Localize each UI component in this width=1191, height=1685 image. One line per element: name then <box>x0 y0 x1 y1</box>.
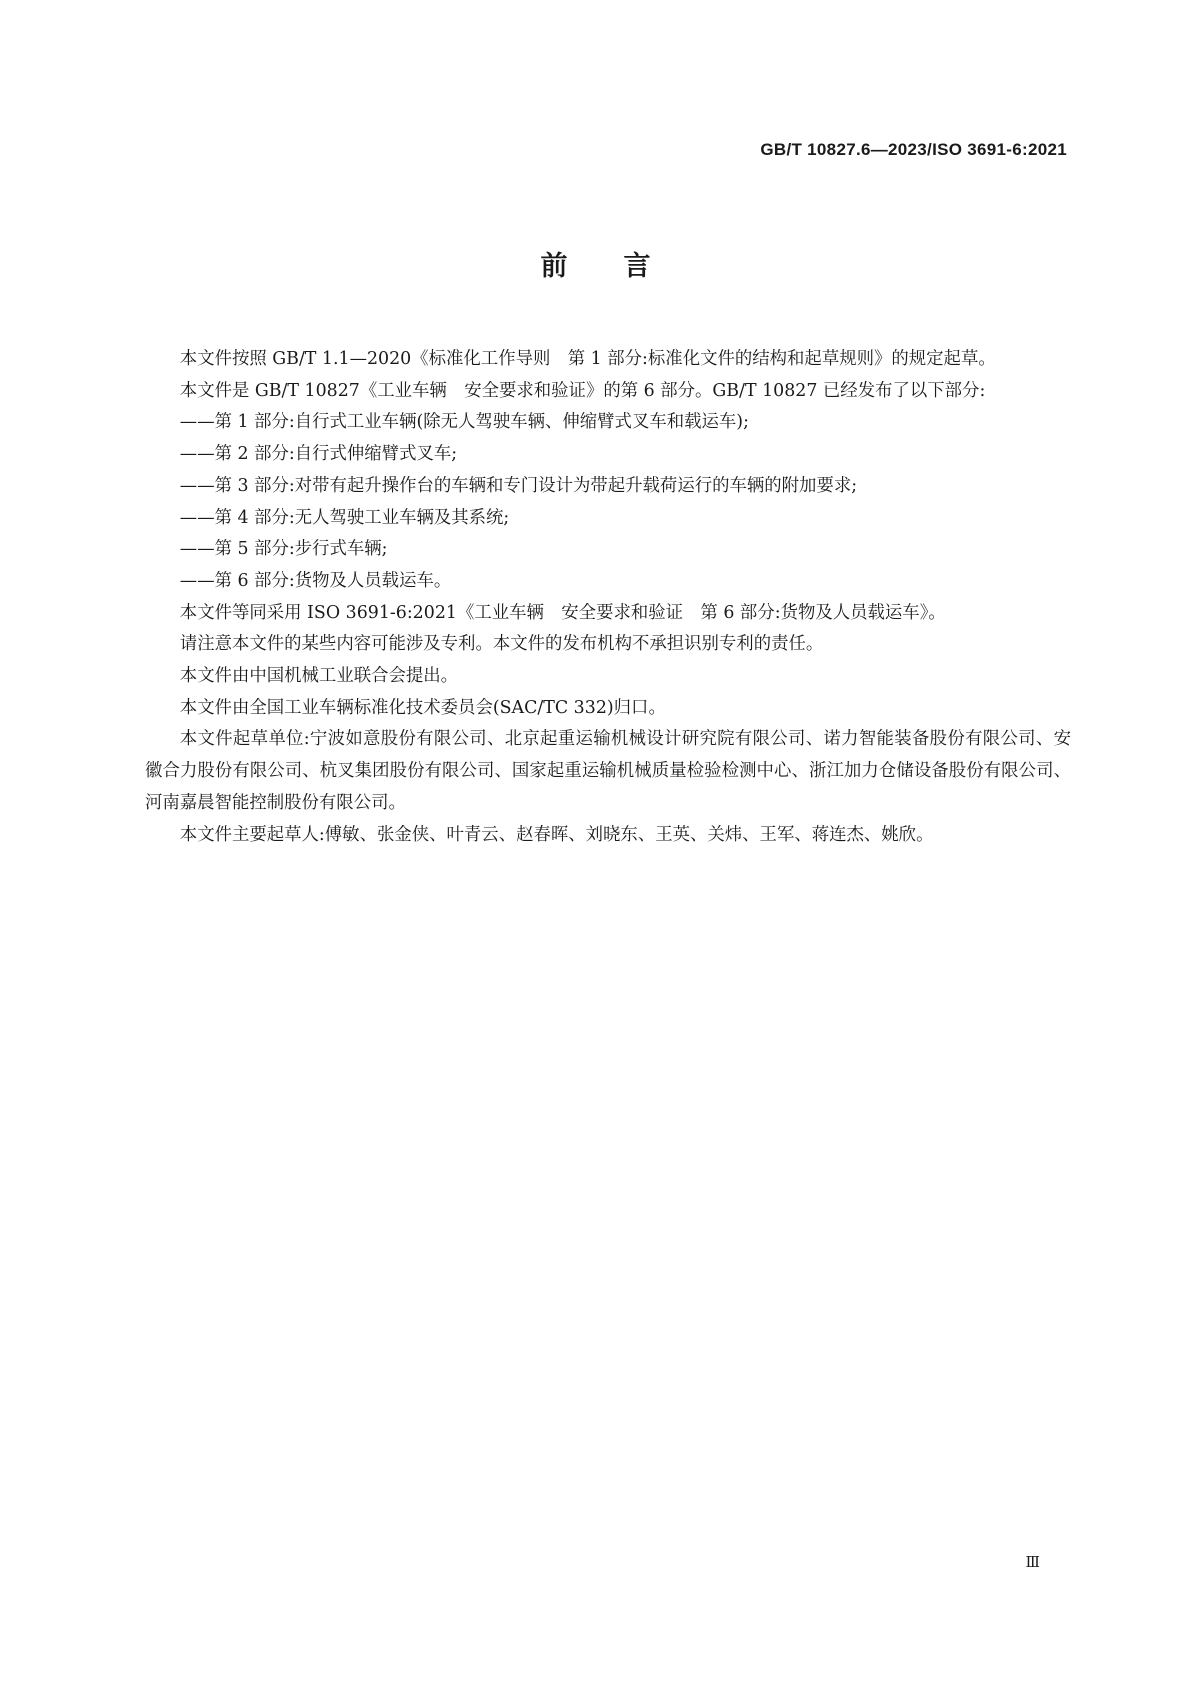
list-item-part-6: ——第 6 部分:货物及人员载运车。 <box>179 570 452 591</box>
paragraph-drafting-units: 本文件起草单位:宁波如意股份有限公司、北京起重运输机械设计研究院有限公司、诺力智能装备股份有限公司、安徽合力股份有限公司、杭叉集团股份有限公司、国家起重运输机械质量检验检测中心、浙江加力仓储设备股份有限公司、河南嘉晨智能控制股份有限公司。 <box>145 729 1071 813</box>
paragraph-proposer: 本文件由中国机械工业联合会提出。 <box>179 666 459 687</box>
list-item-part-1: ——第 1 部分:自行式工业车辆(除无人驾驶车辆、伸缩臂式叉车和载运车); <box>179 412 749 433</box>
paragraph-patent-notice: 请注意本文件的某些内容可能涉及专利。本文件的发布机构不承担识别专利的责任。 <box>179 634 824 655</box>
paragraph-drafters: 本文件主要起草人:傅敏、张金侠、叶青云、赵春晖、刘晓东、王英、关炜、王军、蒋连杰、姚欣。 <box>179 824 934 845</box>
document-body <box>145 344 1071 851</box>
list-item-part-3: ——第 3 部分:对带有起升操作台的车辆和专门设计为带起升载荷运行的车辆的附加要求; <box>179 475 858 496</box>
paragraph-drafting-rules: 本文件按照 GB/T 1.1—2020《标准化工作导则 第 1 部分:标准化文件的结构和起草规则》的规定起草。 <box>179 349 996 369</box>
paragraph-committee: 本文件由全国工业车辆标准化技术委员会(SAC/TC 332)归口。 <box>179 697 666 718</box>
list-item-part-5: ——第 5 部分:步行式车辆; <box>179 539 388 560</box>
list-item-part-2: ——第 2 部分:自行式伸缩臂式叉车; <box>179 444 458 465</box>
page-number: Ⅲ <box>1025 1555 1040 1571</box>
page-title: 前言 <box>540 251 707 282</box>
standard-code-header: GB/T 10827.6—2023/ISO 3691-6:2021 <box>760 140 1067 159</box>
paragraph-series-intro: 本文件是 GB/T 10827《工业车辆 安全要求和验证》的第 6 部分。GB/T 10827 已经发布了以下部分: <box>179 380 986 401</box>
list-item-part-4: ——第 4 部分:无人驾驶工业车辆及其系统; <box>179 507 510 528</box>
paragraph-iso-adoption: 本文件等同采用 ISO 3691-6:2021《工业车辆 安全要求和验证 第 6 部分:货物及人员载运车》。 <box>179 602 946 623</box>
